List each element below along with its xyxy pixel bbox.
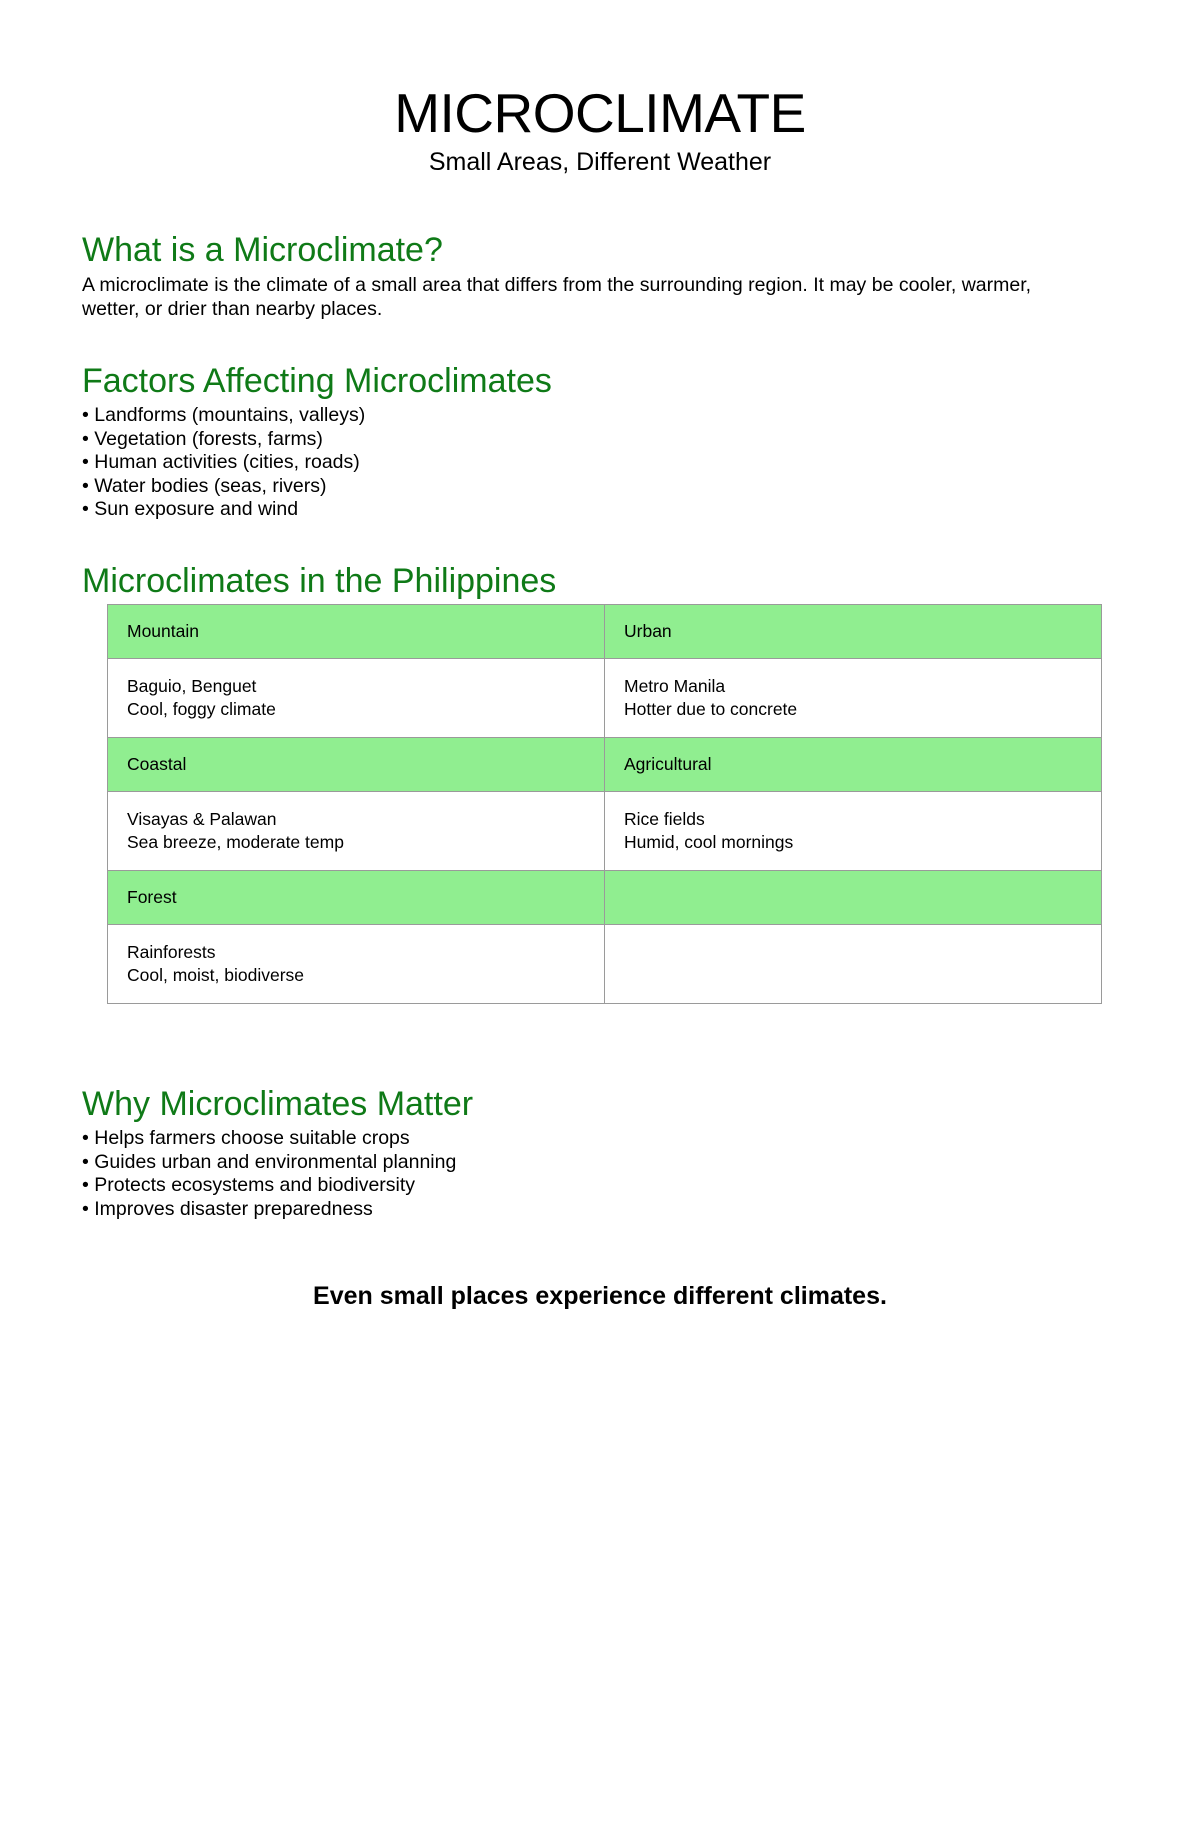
table-header-row <box>108 871 1102 925</box>
importance-heading: Why Microclimates Matter <box>82 1085 474 1123</box>
region-description: Cool, foggy climate <box>127 699 276 719</box>
table-header-cell <box>605 605 1102 659</box>
closing-statement: Even small places experience different climates. <box>313 1282 887 1310</box>
table-header-row <box>108 605 1102 659</box>
factors-heading: Factors Affecting Microclimates <box>82 362 552 400</box>
region-description: Sea breeze, moderate temp <box>127 832 344 852</box>
table-header-cell-empty <box>605 871 1102 925</box>
region-type: Coastal <box>127 753 187 774</box>
region-type: Agricultural <box>624 753 712 774</box>
definition-heading: What is a Microclimate? <box>82 231 443 269</box>
list-item: • Guides urban and environmental planning <box>82 1151 456 1175</box>
list-item: • Landforms (mountains, valleys) <box>82 404 365 428</box>
table-cell <box>605 659 1102 738</box>
region-place: Rice fields <box>624 808 705 829</box>
list-item: • Human activities (cities, roads) <box>82 451 365 475</box>
importance-list <box>82 1127 456 1221</box>
region-description: Humid, cool mornings <box>624 832 794 852</box>
table-row <box>108 659 1102 738</box>
table-row <box>108 792 1102 871</box>
table-cell <box>108 925 605 1004</box>
page-subtitle: Small Areas, Different Weather <box>428 148 772 176</box>
microclimate-table <box>107 604 1102 1004</box>
list-item: • Improves disaster preparedness <box>82 1198 456 1222</box>
definition-text: A microclimate is the climate of a small area that differs from the surrounding region. It may be cooler, warmer, wetter, or drier than nearby places. <box>82 274 1032 320</box>
region-type: Forest <box>127 886 177 907</box>
table-cell <box>605 792 1102 871</box>
list-item: • Protects ecosystems and biodiversity <box>82 1174 456 1198</box>
list-item: • Sun exposure and wind <box>82 498 365 522</box>
list-item: • Vegetation (forests, farms) <box>82 428 365 452</box>
philippines-heading: Microclimates in the Philippines <box>82 562 557 600</box>
table-header-row <box>108 738 1102 792</box>
table-cell <box>108 792 605 871</box>
list-item: • Helps farmers choose suitable crops <box>82 1127 456 1151</box>
region-place: Visayas & Palawan <box>127 808 277 829</box>
list-item: • Water bodies (seas, rivers) <box>82 475 365 499</box>
region-description: Cool, moist, biodiverse <box>127 965 305 985</box>
table-header-cell <box>108 738 605 792</box>
region-place: Baguio, Benguet <box>127 675 257 696</box>
table-header-cell <box>108 605 605 659</box>
factors-list <box>82 404 365 522</box>
table-row <box>108 925 1102 1004</box>
region-type: Mountain <box>127 620 199 641</box>
table-header-cell <box>605 738 1102 792</box>
region-type: Urban <box>624 620 672 641</box>
table-header-cell <box>108 871 605 925</box>
page-title: MICROCLIMATE <box>394 82 806 144</box>
table-cell-empty <box>605 925 1102 1004</box>
region-place: Metro Manila <box>624 675 726 696</box>
region-description: Hotter due to concrete <box>624 699 798 719</box>
table-cell <box>108 659 605 738</box>
region-place: Rainforests <box>127 941 216 962</box>
